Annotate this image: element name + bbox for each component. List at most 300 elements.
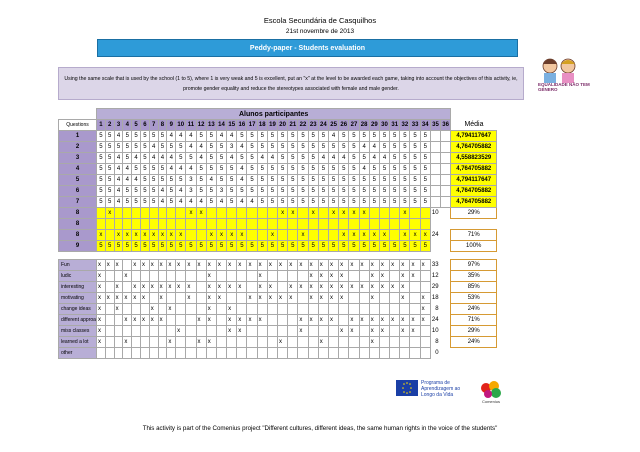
score-cell: 5 [420, 186, 430, 197]
grid-cell [132, 271, 141, 282]
score-cell: 4 [359, 142, 369, 153]
score-cell [430, 142, 440, 153]
mark-cell: x [167, 260, 176, 271]
mark-cell: x [227, 326, 237, 337]
score-cell: 5 [420, 142, 430, 153]
score-cell: 5 [227, 241, 237, 252]
mark-cell: x [257, 260, 267, 271]
grid-cell [237, 271, 247, 282]
grid-cell [237, 293, 247, 304]
score-cell: 5 [278, 131, 288, 142]
comenius-label: Comenius [481, 399, 501, 404]
grid-cell [167, 348, 176, 359]
grid-cell [328, 219, 338, 230]
score-cell: 5 [158, 131, 167, 142]
evaluation-table [58, 108, 497, 359]
score-cell: 5 [410, 164, 420, 175]
score-cell: 4 [158, 153, 167, 164]
score-cell: 5 [247, 164, 257, 175]
score-cell: 5 [149, 197, 158, 208]
media-value: 4,794117647 [451, 175, 497, 186]
grid-cell [167, 208, 176, 219]
grid-cell [105, 348, 114, 359]
grid-cell [167, 293, 176, 304]
mark-cell: x [97, 230, 106, 241]
mark-cell: x [97, 315, 106, 326]
mark-cell: x [379, 271, 389, 282]
grid-cell [114, 219, 123, 230]
score-cell: 5 [257, 131, 267, 142]
mark-cell: x [359, 282, 369, 293]
grid-cell [410, 208, 420, 219]
mark-cell: x [278, 337, 288, 348]
grid-cell [114, 315, 123, 326]
score-cell: 4 [114, 175, 123, 186]
score-cell: 4 [318, 153, 328, 164]
grid-cell [278, 282, 288, 293]
score-cell: 5 [328, 241, 338, 252]
mark-cell: x [318, 293, 328, 304]
score-cell: 4 [158, 186, 167, 197]
category-label: miss classes [59, 326, 97, 337]
mark-cell: x [196, 260, 206, 271]
list-item [59, 348, 497, 359]
grid-cell [410, 219, 420, 230]
grid-cell [308, 337, 318, 348]
score-cell: 5 [105, 131, 114, 142]
grid-cell [132, 219, 141, 230]
score-cell: 5 [359, 175, 369, 186]
score-cell: 5 [379, 186, 389, 197]
grid-cell [359, 348, 369, 359]
mark-cell: x [149, 260, 158, 271]
mark-cell: x [400, 260, 410, 271]
grid-corner-right [451, 109, 497, 120]
grid-cell [390, 293, 400, 304]
mark-cell: x [420, 315, 430, 326]
grid-cell [328, 230, 338, 241]
mark-cell: x [176, 260, 186, 271]
mark-cell: x [420, 304, 430, 315]
mark-cell: x [186, 282, 196, 293]
score-cell: 4 [339, 153, 349, 164]
score-cell: 5 [369, 197, 379, 208]
row-label: 8 [59, 219, 97, 230]
score-cell: 5 [278, 175, 288, 186]
mark-cell: x [420, 293, 430, 304]
column-number: 29 [369, 120, 379, 131]
mark-cell: x [390, 282, 400, 293]
score-cell: 5 [339, 142, 349, 153]
grid-cell [114, 348, 123, 359]
score-cell: 5 [257, 142, 267, 153]
grid-cell [158, 337, 167, 348]
mark-cell: x [123, 271, 132, 282]
mark-cell: x [132, 230, 141, 241]
grid-cell [206, 348, 216, 359]
grid-cell [298, 337, 308, 348]
grid-cell [257, 326, 267, 337]
score-cell: 5 [140, 197, 149, 208]
mark-cell: x [339, 282, 349, 293]
column-number: 2 [105, 120, 114, 131]
score-cell [441, 164, 451, 175]
score-cell: 5 [149, 164, 158, 175]
eu-text-line-2: Aprendizagem ao [421, 386, 461, 392]
percent-value [451, 219, 497, 230]
grid-cell [158, 348, 167, 359]
score-cell: 4 [114, 186, 123, 197]
score-cell [441, 153, 451, 164]
grid-cell [441, 293, 451, 304]
column-number: 21 [288, 120, 298, 131]
score-cell: 4 [379, 153, 389, 164]
mark-cell: x [123, 315, 132, 326]
grid-cell [369, 219, 379, 230]
row-label: 8 [59, 230, 97, 241]
score-cell: 5 [298, 197, 308, 208]
score-cell: 5 [123, 142, 132, 153]
column-number: 3 [114, 120, 123, 131]
grid-cell [149, 219, 158, 230]
grid-cell [176, 219, 186, 230]
mark-cell: x [349, 315, 359, 326]
grid-cell [349, 348, 359, 359]
table-row [59, 164, 497, 175]
grid-cell [369, 208, 379, 219]
mark-cell: x [278, 293, 288, 304]
mark-cell: x [167, 230, 176, 241]
score-cell: 5 [196, 175, 206, 186]
score-cell: 5 [167, 197, 176, 208]
score-cell: 4 [237, 164, 247, 175]
mark-cell: x [267, 230, 277, 241]
score-cell: 4 [186, 142, 196, 153]
grid-cell [216, 337, 226, 348]
score-cell: 5 [227, 186, 237, 197]
mark-cell: x [105, 293, 114, 304]
score-cell: 5 [318, 241, 328, 252]
score-cell: 5 [257, 186, 267, 197]
mark-cell: x [158, 315, 167, 326]
mark-cell: x [257, 293, 267, 304]
grid-cell [216, 219, 226, 230]
score-cell: 5 [227, 164, 237, 175]
grid-cell [186, 337, 196, 348]
grid-cell [186, 348, 196, 359]
mark-cell: x [186, 293, 196, 304]
grid-cell [123, 208, 132, 219]
score-cell: 5 [114, 142, 123, 153]
mark-cell: x [318, 260, 328, 271]
score-cell: 5 [410, 131, 420, 142]
score-cell: 5 [339, 241, 349, 252]
mark-cell: x [227, 230, 237, 241]
column-number: 12 [196, 120, 206, 131]
score-cell: 5 [390, 142, 400, 153]
score-cell: 5 [390, 164, 400, 175]
mark-cell: x [318, 337, 328, 348]
score-cell: 5 [390, 175, 400, 186]
score-cell: 4 [176, 197, 186, 208]
score-cell: 5 [97, 186, 106, 197]
row-label: 2 [59, 142, 97, 153]
mark-cell: x [227, 260, 237, 271]
grid-cell [149, 271, 158, 282]
score-cell: 5 [420, 153, 430, 164]
mark-cell: x [328, 293, 338, 304]
grid-cell [441, 315, 451, 326]
grid-cell [196, 282, 206, 293]
percent-value: 71% [451, 230, 497, 241]
grid-cell [176, 348, 186, 359]
grid-cell [97, 208, 106, 219]
grid-cell [176, 293, 186, 304]
grid-cell [349, 271, 359, 282]
score-cell: 4 [237, 197, 247, 208]
score-cell: 5 [308, 131, 318, 142]
mark-cell: x [97, 326, 106, 337]
score-cell: 5 [158, 142, 167, 153]
grid-cell [257, 337, 267, 348]
grid-cell [196, 304, 206, 315]
score-cell: 5 [298, 164, 308, 175]
mark-cell: x [257, 315, 267, 326]
score-cell: 5 [410, 175, 420, 186]
score-cell: 5 [349, 142, 359, 153]
grid-cell [288, 271, 298, 282]
mark-cell: x [328, 260, 338, 271]
column-number: 9 [167, 120, 176, 131]
grid-cell [359, 271, 369, 282]
score-cell: 5 [359, 197, 369, 208]
grid-cell [410, 348, 420, 359]
score-cell: 5 [167, 186, 176, 197]
mark-cell: x [216, 230, 226, 241]
grid-cell [216, 271, 226, 282]
score-cell: 5 [97, 197, 106, 208]
mark-cell: x [390, 260, 400, 271]
grid-cell [441, 326, 451, 337]
mark-cell: x [410, 315, 420, 326]
grid-cell [308, 230, 318, 241]
grid-cell [288, 230, 298, 241]
score-cell: 5 [400, 131, 410, 142]
mark-cell: x [339, 208, 349, 219]
mark-cell: x [206, 337, 216, 348]
category-label: different approa [59, 315, 97, 326]
column-number: 13 [206, 120, 216, 131]
grid-cell [247, 348, 257, 359]
grid-cell [227, 293, 237, 304]
mark-cell: x [206, 271, 216, 282]
grid-cell: 10 [431, 209, 439, 216]
grid-cell [339, 348, 349, 359]
score-cell: 5 [318, 197, 328, 208]
grid-cell [158, 304, 167, 315]
mark-cell: x [410, 230, 420, 241]
score-cell: 5 [206, 131, 216, 142]
grid-cell [149, 208, 158, 219]
score-cell: 5 [318, 164, 328, 175]
score-cell: 5 [298, 131, 308, 142]
score-cell [441, 131, 451, 142]
mark-cell: x [267, 282, 277, 293]
score-cell [430, 153, 440, 164]
mark-cell: x [158, 293, 167, 304]
score-cell: 5 [196, 186, 206, 197]
grid-cell [227, 337, 237, 348]
score-cell: 5 [105, 164, 114, 175]
score-cell: 4 [186, 131, 196, 142]
score-cell: 5 [410, 186, 420, 197]
score-cell: 5 [288, 164, 298, 175]
table-row [59, 230, 497, 241]
grid-cell [420, 208, 430, 219]
percent-value: 24% [451, 304, 497, 315]
mark-cell: x [206, 282, 216, 293]
score-cell: 5 [149, 175, 158, 186]
grid-cell [379, 293, 389, 304]
grid-cell [390, 208, 400, 219]
mark-cell: x [339, 293, 349, 304]
grid-cell [390, 271, 400, 282]
mark-cell: x [318, 315, 328, 326]
mark-cell: x [298, 326, 308, 337]
score-cell: 5 [167, 241, 176, 252]
count-value: 8 [435, 338, 439, 345]
grid-cell [140, 326, 149, 337]
grid-cell [308, 304, 318, 315]
grid-cell [105, 304, 114, 315]
score-cell: 5 [196, 131, 206, 142]
mark-cell: x [420, 230, 430, 241]
mark-cell: x [390, 315, 400, 326]
score-cell [441, 241, 451, 252]
mark-cell: x [379, 282, 389, 293]
score-cell: 5 [227, 175, 237, 186]
grid-cell [328, 326, 338, 337]
score-cell: 5 [288, 142, 298, 153]
column-number: 34 [420, 120, 430, 131]
grid-cell [288, 219, 298, 230]
instructions-box: Using the same scale that is used by the school (1 to 5), where 1 is very weak and 5 is excellent, put an "x" at the level to be awarded each game, taking into account the objectives of this activity, ie, promote gender equality and reduce the stereotypes associated with female and male gender. [58, 67, 524, 100]
score-cell: 4 [114, 131, 123, 142]
score-cell: 5 [132, 164, 141, 175]
mark-cell: x [97, 304, 106, 315]
score-cell: 4 [196, 153, 206, 164]
mark-cell: x [267, 260, 277, 271]
mark-cell: x [140, 282, 149, 293]
count-value: 10 [431, 327, 439, 334]
grid-cell [441, 208, 451, 219]
score-cell: 5 [318, 131, 328, 142]
score-cell: 5 [216, 164, 226, 175]
score-cell: 4 [196, 197, 206, 208]
score-cell: 5 [140, 241, 149, 252]
grid-cell [267, 219, 277, 230]
mark-cell: x [339, 230, 349, 241]
score-cell: 5 [390, 131, 400, 142]
grid-cell [123, 219, 132, 230]
grid-cell [278, 219, 288, 230]
grid-cell [149, 293, 158, 304]
column-number: 6 [140, 120, 149, 131]
score-cell: 5 [308, 186, 318, 197]
score-cell: 5 [298, 186, 308, 197]
mark-cell: x [369, 326, 379, 337]
score-cell: 5 [105, 175, 114, 186]
group-header: Alunos participantes [97, 109, 451, 120]
column-number: 11 [186, 120, 196, 131]
grid-cell [186, 271, 196, 282]
grid-cell [186, 326, 196, 337]
score-cell [430, 186, 440, 197]
score-cell: 5 [247, 186, 257, 197]
score-cell: 5 [267, 186, 277, 197]
grid-cell [349, 337, 359, 348]
score-cell: 5 [349, 131, 359, 142]
grid-cell [318, 208, 328, 219]
mark-cell: x [308, 282, 318, 293]
table-row [59, 153, 497, 164]
score-cell: 5 [278, 164, 288, 175]
score-cell: 5 [237, 153, 247, 164]
grid-cell [410, 282, 420, 293]
category-label: change ideas [59, 304, 97, 315]
count-value: 12 [431, 272, 439, 279]
row-label: 4 [59, 164, 97, 175]
grid-cell [97, 219, 106, 230]
score-cell: 5 [318, 186, 328, 197]
score-cell: 5 [206, 164, 216, 175]
score-cell: 4 [176, 186, 186, 197]
score-cell: 5 [278, 186, 288, 197]
mark-cell: x [247, 293, 257, 304]
grid-cell [227, 219, 237, 230]
score-cell: 5 [140, 164, 149, 175]
grid-cell [176, 208, 186, 219]
score-cell: 5 [339, 197, 349, 208]
score-cell: 5 [349, 197, 359, 208]
score-cell: 4 [216, 197, 226, 208]
grid-cell [400, 337, 410, 348]
footer-text: This activity is part of the Comenius project "Different cultures, different ideas, the same human rights in the voice of the students" [142, 425, 498, 432]
table-row [59, 131, 497, 142]
score-cell: 5 [196, 241, 206, 252]
score-cell: 5 [97, 142, 106, 153]
grid-cell [288, 337, 298, 348]
grid-cell [267, 271, 277, 282]
score-cell: 5 [400, 153, 410, 164]
grid-cell [206, 219, 216, 230]
mark-cell: x [196, 315, 206, 326]
column-number: 10 [176, 120, 186, 131]
score-cell: 5 [176, 142, 186, 153]
score-cell: 5 [216, 142, 226, 153]
grid-cell [158, 326, 167, 337]
column-number: 22 [298, 120, 308, 131]
mark-cell: x [298, 260, 308, 271]
mark-cell: x [298, 315, 308, 326]
mark-cell: x [328, 315, 338, 326]
score-cell: 5 [206, 241, 216, 252]
column-number: 20 [278, 120, 288, 131]
score-cell: 5 [247, 131, 257, 142]
grid-cell [379, 337, 389, 348]
mark-cell: x [288, 282, 298, 293]
score-cell: 5 [379, 131, 389, 142]
